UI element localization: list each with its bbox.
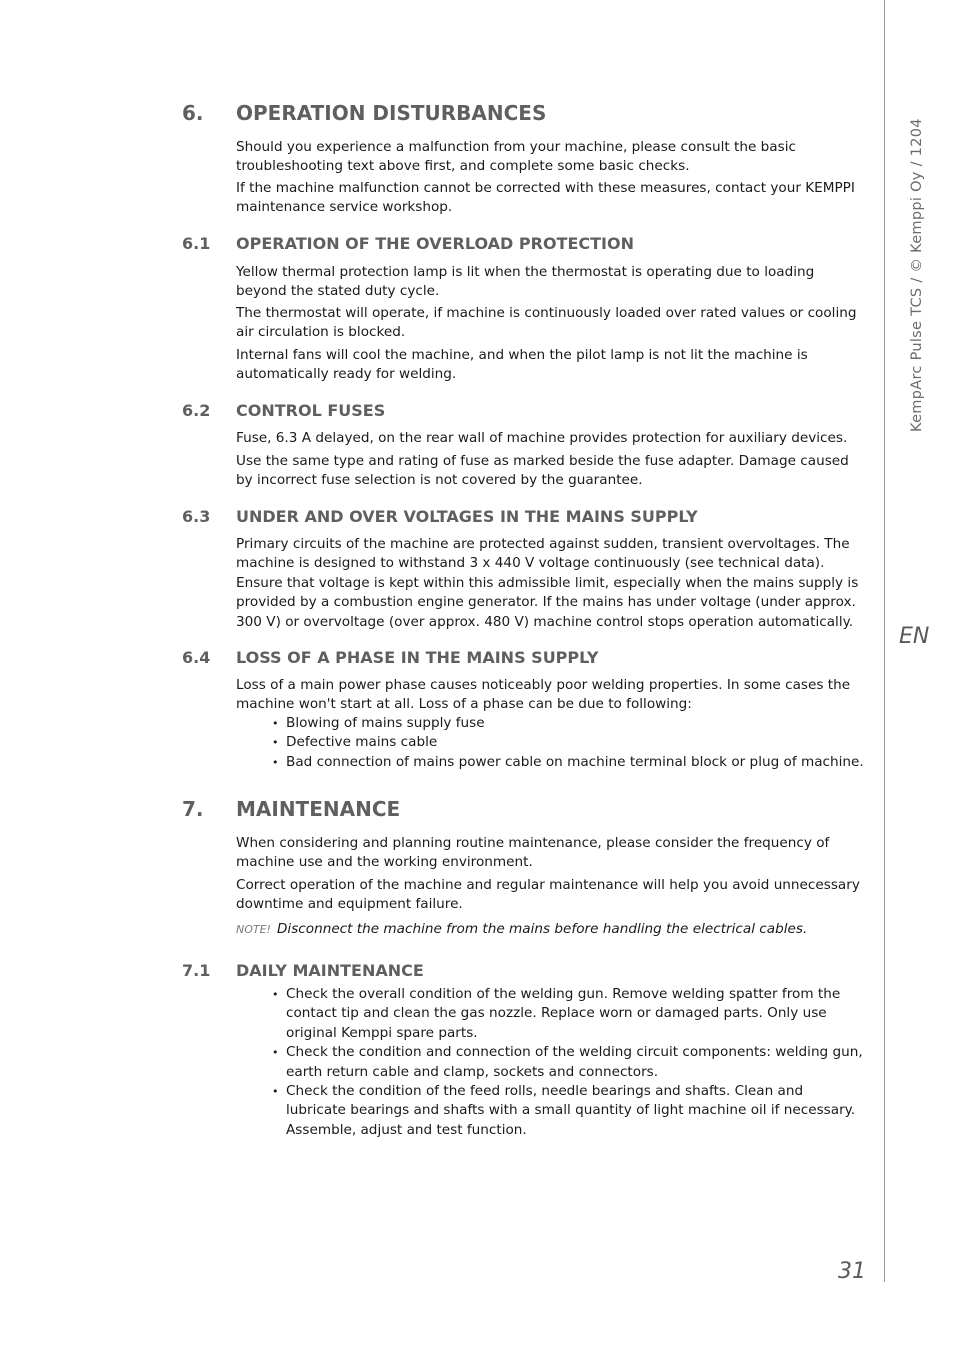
list-item: • Defective mains cable [272, 733, 866, 752]
section-number: 6.3 [182, 507, 211, 526]
section-title: OPERATION DISTURBANCES [236, 101, 547, 125]
section-title: CONTROL FUSES [236, 401, 386, 420]
section-number: 7. [182, 797, 204, 821]
section-number: 6.2 [182, 401, 211, 420]
paragraph: Loss of a main power phase causes noticeably poor welding properties. In some cases the machine won't start at all. Loss of a phase can be due to following: [236, 677, 851, 713]
bullet-list [272, 714, 866, 772]
section-title: MAINTENANCE [236, 797, 401, 821]
language-tag: EN [899, 624, 930, 649]
section-number: 6. [182, 101, 204, 125]
paragraph: Use the same type and rating of fuse as marked beside the fuse adapter. Damage caused by incorrect fuse selection is not covered by the guarantee. [236, 453, 849, 489]
list-item: • Check the condition and connection of the welding circuit components: welding gun, earth return cable and clamp, sockets and connectors. [272, 1043, 866, 1082]
paragraph: When considering and planning routine maintenance, please consider the frequency of machine use and the working environment. [236, 835, 830, 871]
section-title: OPERATION OF THE OVERLOAD PROTECTION [236, 234, 634, 253]
list-item: • Blowing of mains supply fuse [272, 714, 866, 733]
margin-rule [884, 0, 885, 1282]
paragraph: Yellow thermal protection lamp is lit when the thermostat is operating due to loading beyond the stated duty cycle. [236, 264, 815, 300]
note-label: NOTE! [236, 923, 271, 936]
list-item: • Check the overall condition of the welding gun. Remove welding spatter from the contact tip and clean the gas nozzle. Replace worn or damaged parts. Only use original Kemppi spare parts. [272, 985, 866, 1043]
section-title: UNDER AND OVER VOLTAGES IN THE MAINS SUPPLY [236, 507, 698, 526]
section-title: LOSS OF A PHASE IN THE MAINS SUPPLY [236, 648, 599, 667]
paragraph: Should you experience a malfunction from your machine, please consult the basic troubleshooting text above first, and complete some basic checks. [236, 139, 796, 175]
paragraph: Internal fans will cool the machine, and when the pilot lamp is not lit the machine is automatically ready for welding. [236, 347, 808, 383]
paragraph: Fuse, 6.3 A delayed, on the rear wall of machine provides protection for auxiliary devices. [236, 430, 848, 446]
paragraph: Correct operation of the machine and regular maintenance will help you avoid unnecessary downtime and equipment failure. [236, 877, 860, 913]
page-number: 31 [838, 1259, 866, 1284]
section-number: 6.4 [182, 648, 211, 667]
note [236, 921, 866, 937]
list-item: • Bad connection of mains power cable on machine terminal block or plug of machine. [272, 753, 866, 772]
section-title: DAILY MAINTENANCE [236, 961, 424, 980]
list-item: • Check the condition of the feed rolls, needle bearings and shafts. Clean and lubricate bearings and shafts with a small quantity of light machine oil if necessary. Assemble, adjust and test function. [272, 1082, 866, 1140]
product-footer: KempArc Pulse TCS / © Kemppi Oy / 1204 [909, 118, 925, 432]
section-number: 7.1 [182, 961, 211, 980]
section-number: 6.1 [182, 234, 211, 253]
note-text: Disconnect the machine from the mains before handling the electrical cables. [276, 921, 808, 937]
bullet-list [272, 985, 866, 1140]
paragraph: Primary circuits of the machine are protected against sudden, transient overvoltages. The machine is designed to withstand 3 x 440 V voltage continuously (see technical data). Ensure that voltage is kept within this admissible limit, especially when the mains supply is provided by a combustion engine generator. If the mains has under voltage (under approx. 300 V) or overvoltage (over approx. 480 V) machine control stops operation automatically. [236, 536, 859, 630]
paragraph: If the machine malfunction cannot be corrected with these measures, contact your KEMPPI maintenance service workshop. [236, 180, 855, 216]
paragraph: The thermostat will operate, if machine is continuously loaded over rated values or cooling air circulation is blocked. [236, 305, 857, 341]
